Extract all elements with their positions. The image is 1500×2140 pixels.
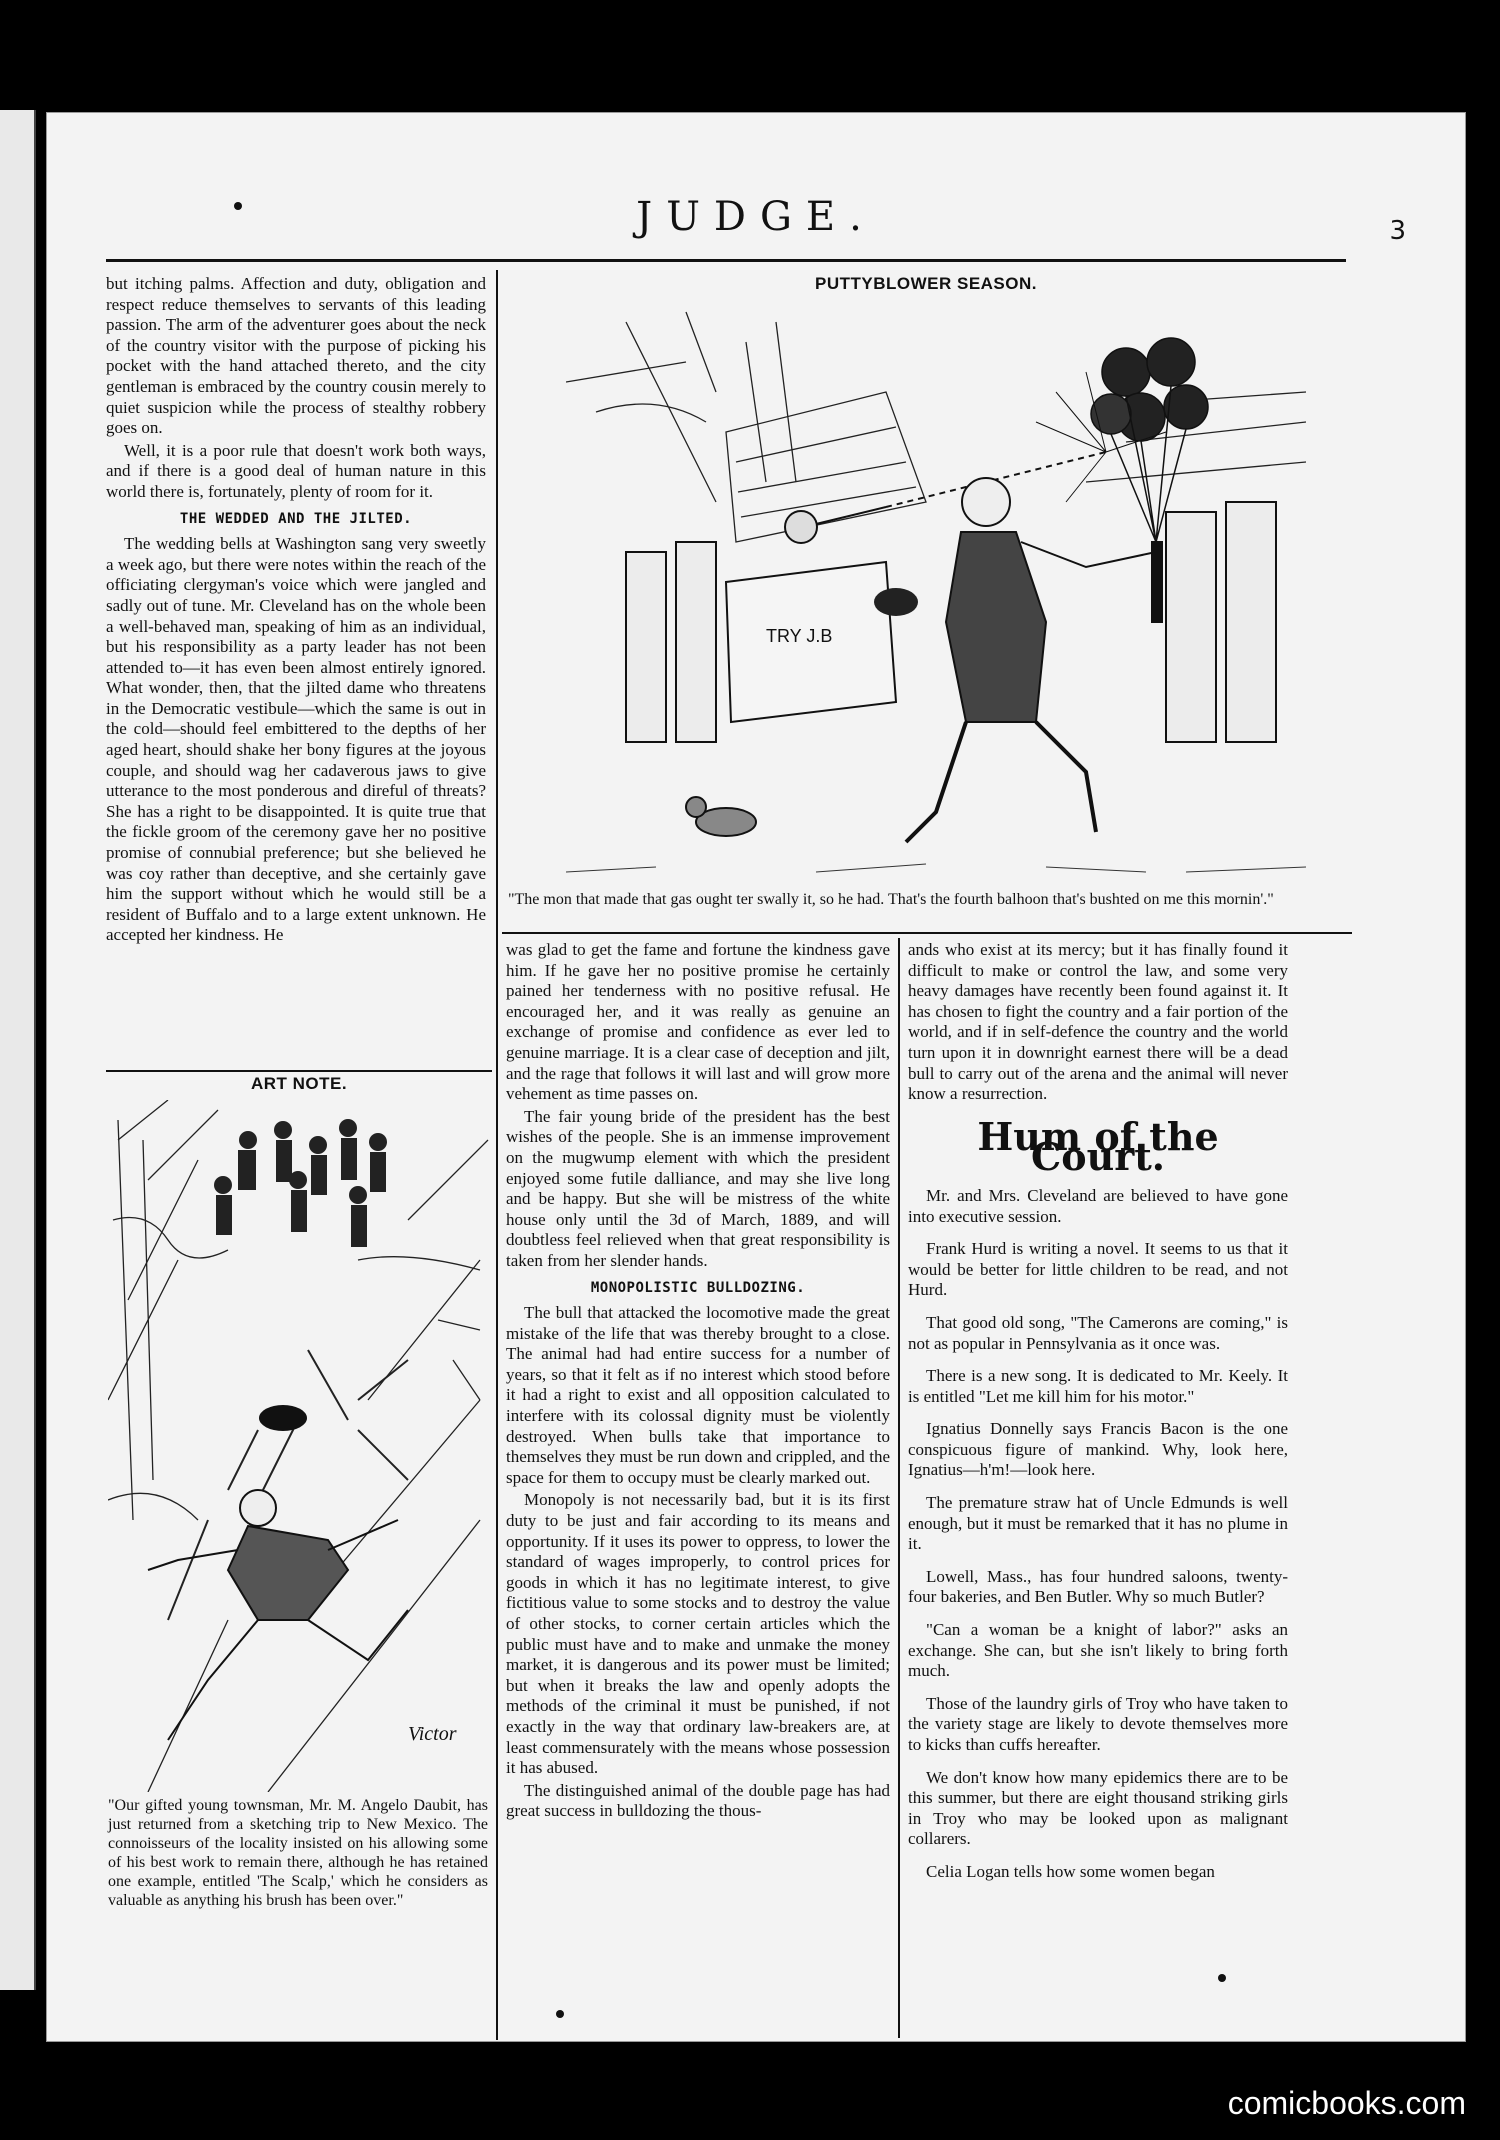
- court-item: The premature straw hat of Uncle Edmunds is well enough, but it must be remarked that it has no plume in it.: [908, 1493, 1288, 1554]
- court-item: Frank Hurd is writing a novel. It seems to us that it would be better for little children to be read, and not Hurd.: [908, 1239, 1288, 1300]
- left-page-edge: [0, 110, 36, 1990]
- column-rule-2: [898, 938, 900, 2038]
- magazine-page: [46, 112, 1466, 2042]
- col2-paragraph: The distinguished animal of the double page has had great success in bulldozing the thous-: [506, 1780, 890, 1821]
- art-note-rule: [106, 1070, 492, 1072]
- flying-hat: [259, 1405, 307, 1431]
- col3-paragraph: ands who exist at its mercy; but it has finally found it difficult to make or control the law, and some very heavy damages have recently been found against it. It has chosen to fight the country and a fair portion of the world, and if in self-defence the country and the world turn upon it in downright earnest there will be a dead bull to carry out of the arena and the animal will never know a resurrection.: [908, 940, 1288, 1104]
- crowd-figures: [214, 1119, 387, 1247]
- masthead-title: JUDGE.: [636, 194, 876, 240]
- court-item: There is a new song. It is dedicated to Mr. Keely. It is entitled "Let me kill him for his motor.": [908, 1366, 1288, 1406]
- header-rule: [106, 259, 1346, 262]
- court-item: We don't know how many epidemics there are to be this summer, but there are eight thousand striking girls in Troy who may be looked upon as malignant collarers.: [908, 1767, 1288, 1849]
- column-3: [908, 940, 1288, 1895]
- boy-with-peashooter: [785, 507, 886, 543]
- ground-lines: [566, 864, 1306, 872]
- running-man: [148, 1490, 408, 1740]
- sign-board: [726, 562, 896, 722]
- court-item: Mr. and Mrs. Cleveland are believed to have gone into executive session.: [908, 1185, 1288, 1226]
- cartoon-caption: "The mon that made that gas ought ter swally it, so he had. That's the fourth balhoon that's bushted on me this mornin'.": [508, 891, 1274, 908]
- section-heading: THE WEDDED AND THE JILTED.: [179, 510, 413, 527]
- cartoon-rule: [502, 932, 1352, 934]
- man-with-balloons: [906, 478, 1162, 842]
- ink-dot: [1218, 1974, 1226, 1982]
- puttyblower-cartoon: [566, 302, 1306, 882]
- art-note-caption: "Our gifted young townsman, Mr. M. Angelo Daubit, has just returned from a sketching trip to New Mexico. The connoisseurs of the locality insisted on his allowing some of his best work to remain there, although he has retained one example, entitled 'The Scalp,' which he considers as valuable as anything his brush has been over.": [108, 1797, 488, 1909]
- court-item: Those of the laundry girls of Troy who have taken to the variety stage are likely to devote themselves more to kicks than cuffs hereafter.: [908, 1693, 1288, 1754]
- column-rule-1: [496, 270, 498, 2040]
- hum-of-the-court-heading: Hum of the Court.: [977, 1113, 1219, 1180]
- art-note-title: ART NOTE.: [250, 1074, 348, 1093]
- court-item: "Can a woman be a knight of labor?" asks an exchange. She can, but she isn't likely to bring forth much.: [908, 1620, 1288, 1681]
- col2-paragraph: was glad to get the fame and fortune the kindness gave him. If he gave her no positive promise he certainly pained her tenderness with no positive refusal. He encouraged her, and it was really as genuine an exchange of promise and confidence as ever led to genuine marriage. It is a clear case of deception and jilt, and the rage that follows it will last and will grow more vehement as time passes on.: [506, 940, 890, 1104]
- court-item: Celia Logan tells how some women began: [926, 1861, 1215, 1881]
- column-2: [506, 940, 890, 1824]
- court-item: That good old song, "The Camerons are coming," is not as popular in Pennsylvania as it once was.: [908, 1312, 1288, 1353]
- col2-paragraph: Monopoly is not necessarily bad, but it is its first duty to be just and fair according to its means and opportunity. If it uses its power to oppress, to lower the standard of wages improperly, to control prices for goods in which it has no legitimate interest, to give fictitious value to some stocks and to destroy the value of other stocks, to corner certain articles which the public must have and to make and unmake the money market, it is dangerous and its power must be limited; but when it breaks the law and openly adopts the methods of the criminal it must be punished, if not exactly in the way that ordinary law-breakers are, at least commensurately with the means whose possession it has abused.: [506, 1490, 890, 1778]
- column-1: [106, 274, 486, 948]
- page-number: 3: [1389, 216, 1406, 246]
- court-item: Ignatius Donnelly says Francis Bacon is the one conspicuous figure of mankind. Why, look here, Ignatius—h'm!—look here.: [908, 1419, 1288, 1480]
- falling-hat: [874, 588, 918, 616]
- ink-dot: [556, 2010, 564, 2018]
- section-heading: MONOPOLISTIC BULLDOZING.: [590, 1279, 806, 1296]
- art-note-illustration: [108, 1100, 490, 1792]
- dog: [686, 797, 756, 836]
- court-item: Lowell, Mass., has four hundred saloons, twenty-four bakeries, and Ben Butler. Why so much Butler?: [908, 1566, 1288, 1607]
- cartoon-title: PUTTYBLOWER SEASON.: [814, 274, 1037, 293]
- col1-paragraph: but itching palms. Affection and duty, obligation and respect reduce themselves to servants of this leading passion. The arm of the adventurer goes about the neck of the country visitor with the purpose of picking his pocket with the hand attached thereto, and the city gentleman is embraced by the country cousin merely to quiet suspicion while the process of stealthy robbery goes on.: [106, 274, 486, 438]
- artist-signature: Victor: [408, 1723, 457, 1745]
- col1-paragraph: The wedding bells at Washington sang very sweetly a week ago, but there were notes within the reach of the officiating clergyman's voice which were jangled and sadly out of tune. Mr. Cleveland has on the whole been a well-behaved man, speaking of him as an individual, but his responsibility as a party leader has not been attended to—it has even been almost entirely ignored. What wonder, then, that the jilted dame who threatens in the Democratic vestibule—which the same is out in the cold—should feel embittered to the depths of her aged heart, should shake her bony figures at the joyous couple, and should wag her cadaverous jaws to give utterance to the most ponderous and direful of threats? She has a right to be disappointed. It is quite true that the fickle groom of the ceremony gave her no positive promise of connubial preference; but she believed he was coy rather than deceptive, and she certainly gave him the support without which he would still be a resident of Buffalo and to a large extent unknown. He accepted her kindness. He: [106, 534, 486, 945]
- signature: [408, 1723, 457, 1745]
- col1-paragraph: Well, it is a poor rule that doesn't work both ways, and if there is a good deal of human nature in this world there is, fortunately, plenty of room for it.: [106, 440, 486, 501]
- col2-paragraph: The fair young bride of the president has the best wishes of the people. She is an immense improvement on the mugwump element with which the president enjoyed some futile dalliance, and may she live long and be happy. But she will be mistress of the white house only until the 3d of March, 1889, and will doubtless feel relieved when that great responsibility is taken from her slender hands.: [506, 1106, 890, 1270]
- sign-text: TRY J.B: [766, 626, 833, 646]
- watermark: comicbooks.com: [1227, 2085, 1466, 2121]
- col2-paragraph: The bull that attacked the locomotive made the great mistake of the life that was thereby brought to a close. The animal had had entire success for a number of years, so that it felt as if no interest which stood before it had a right to exist and all opposition calculated to interfere with its colossal dignity must be violently destroyed. When bulls take that importance to themselves they must be run down and crippled, and the space for them to occupy must be clearly marked out.: [506, 1303, 890, 1487]
